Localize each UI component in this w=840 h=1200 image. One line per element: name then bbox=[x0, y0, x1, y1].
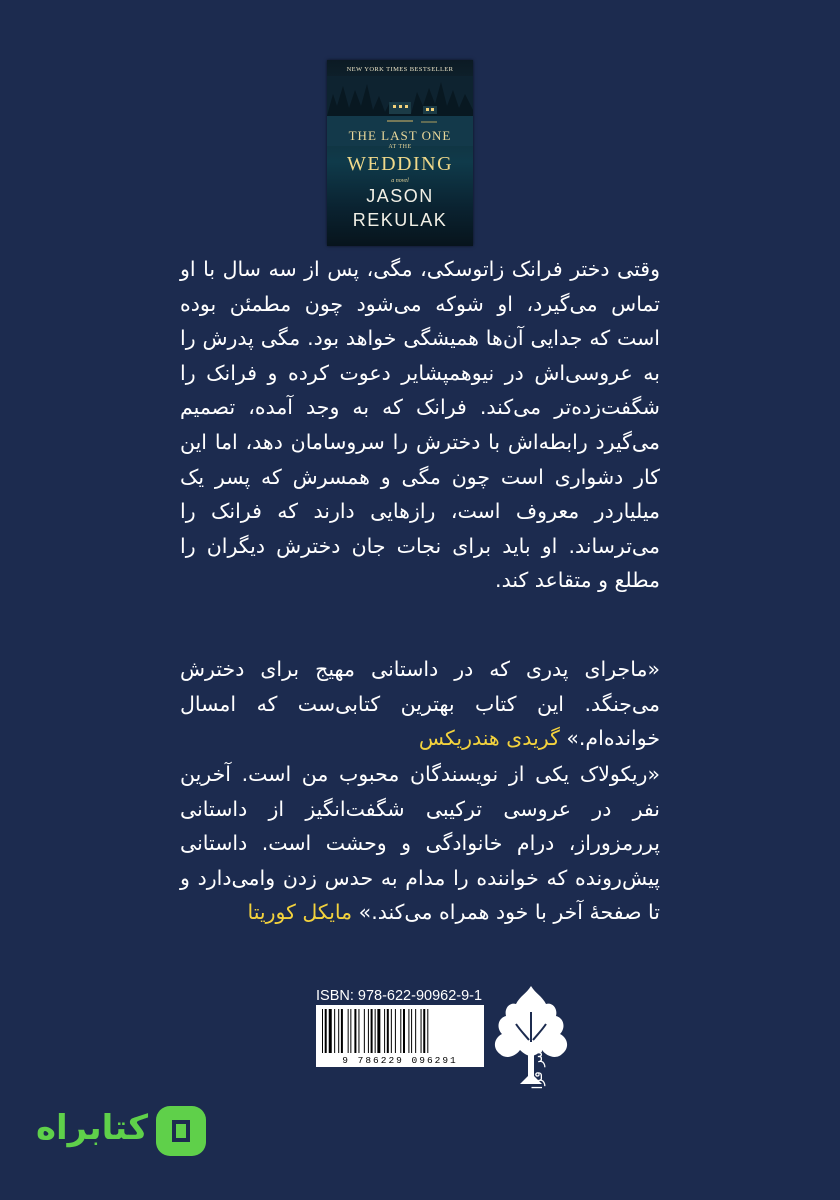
ketabrah-logo-icon bbox=[152, 1102, 210, 1160]
isbn-number: ISBN: 978-622-90962-9-1 bbox=[316, 988, 483, 1004]
book-cover-thumbnail bbox=[327, 60, 473, 246]
author-first-name: JASON bbox=[366, 186, 434, 206]
book-title-line1: THE LAST ONE bbox=[348, 128, 452, 143]
review-quote-2-text: «ریکولاک یکی از نویسندگان محبوب من است. آخرین نفر در عروسی ترکیبی شگفت‌انگیز از داستانی پررمزوراز، درام خانوادگی و وحشت است. داستانی پیش‌رونده که خواننده را مدام به حدس زدن وامی‌دارد و تا صفحهٔ آخر با خود همراه می‌کند.» bbox=[180, 762, 660, 925]
barcode bbox=[316, 1005, 484, 1067]
book-subtitle: a novel bbox=[391, 178, 409, 184]
book-title-line2: AT THE bbox=[388, 144, 412, 150]
review-quote-1-text: «ماجرای پدری که در داستانی مهیج برای دخترش می‌جنگد. این کتاب بهترین کتابی‌ست که امسال خوانده‌ام.» bbox=[180, 657, 660, 751]
review-quote-2 bbox=[180, 757, 660, 930]
barcode-bars bbox=[322, 1009, 478, 1053]
review-quote-1-attribution: گریدی هندریکس bbox=[418, 726, 560, 751]
ketabrah-label: کتابراه bbox=[35, 1108, 148, 1148]
book-blurb: وقتی دختر فرانک زاتوسکی، مگی، پس از سه سال با او تماس می‌گیرد، او شوکه می‌شود چون مطمئن بوده است که جدایی آن‌ها همیشگی خواهد بود. مگی پدرش را به عروسی‌اش در نیوهمپشایر دعوت کرده و فرانک را شگفت‌زده‌تر می‌کند. فرانک که به وجد آمده، تصمیم می‌گیرد رابطه‌اش با دخترش را سروسامان دهد، اما این کار دشواری است چون مگی و همسرش که پسر یک میلیاردر معروف است، رازهایی دارند که فرانک را می‌ترساند. او باید برای نجات جان دخترش دیگران را مطلع و متقاعد کند. bbox=[180, 257, 660, 593]
review-quote-1 bbox=[180, 652, 660, 756]
barcode-digits: 9 786229 096291 bbox=[342, 1055, 458, 1066]
book-title-line3: WEDDING bbox=[346, 153, 454, 175]
ketabrah-watermark bbox=[35, 1102, 210, 1162]
publisher-name: نشر فرا bbox=[530, 1042, 546, 1090]
isbn-barcode-block bbox=[314, 986, 486, 1070]
review-quote-2-attribution: مایکل کوریتا bbox=[247, 900, 353, 925]
bestseller-badge: NEW YORK TIMES BESTSELLER bbox=[346, 66, 454, 73]
author-last-name: REKULAK bbox=[352, 210, 448, 230]
